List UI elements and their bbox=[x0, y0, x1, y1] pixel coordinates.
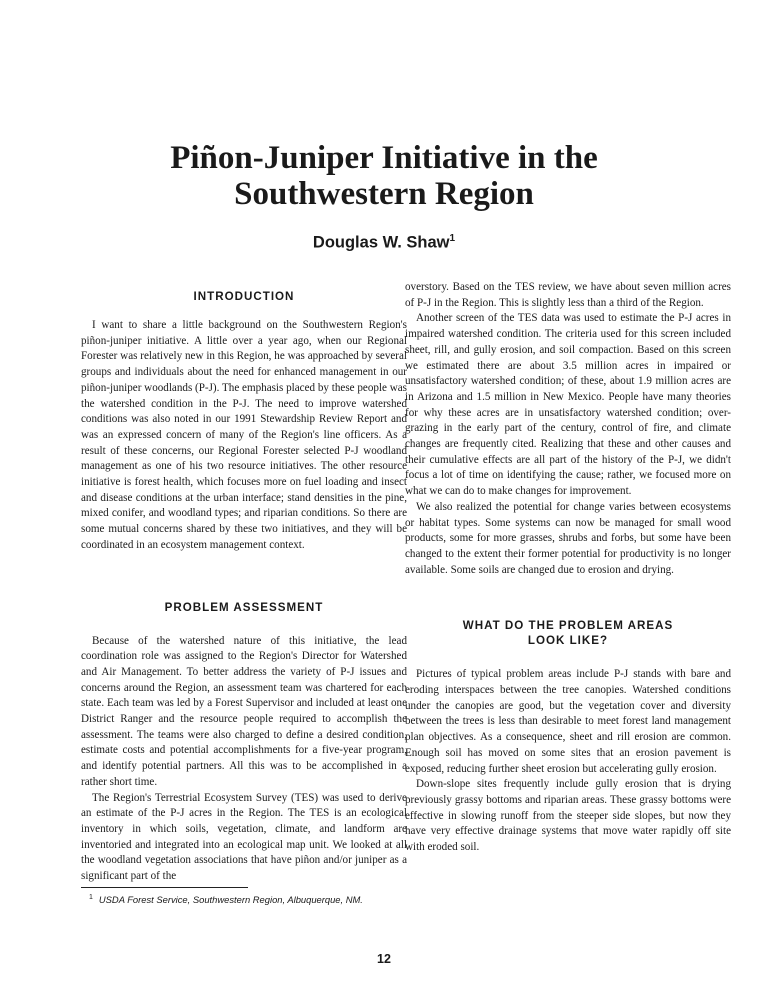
problem-areas-paragraph-2: Down-slope sites frequently include gully erosion that is drying previously grassy bottoms and riparian areas. These grassy bottoms were effective in slowing runoff from the steeper side slopes, but now they have very effective drainage systems that move water rapidly off site with eroded soil. bbox=[405, 778, 731, 854]
footnote bbox=[89, 894, 363, 905]
page-number: 12 bbox=[377, 952, 391, 966]
left-column bbox=[81, 280, 407, 885]
problem-assessment-paragraph-5: We also realized the potential for change varies between ecosystems or habitat types. Some systems can now be managed for small wood products, some for more grasses, shrubs and forbs, but some have been changed to the extent their former potential for productivity is no longer available. Some soils are changed due to erosion and drying. bbox=[405, 500, 731, 576]
author-footnote-mark: 1 bbox=[449, 233, 456, 244]
author-byline bbox=[0, 233, 768, 253]
author-name: Douglas W. Shaw bbox=[312, 233, 450, 252]
problem-areas-heading bbox=[405, 618, 731, 648]
problem-assessment-paragraph-2: The Region's Terrestrial Ecosystem Survey (TES) was used to derive an estimate of the P-J acres in the Region. The TES is an ecological inventory in which soils, vegetation, climate, and landform are inventoried and integrated into an ecological map unit. We looked at all the woodland vegetation associations that have piñon and/or juniper as a significant part of the bbox=[81, 791, 407, 883]
footnote-text: USDA Forest Service, Southwestern Region, Albuquerque, NM. bbox=[98, 894, 363, 906]
footnote-mark: 1 bbox=[89, 894, 93, 901]
problem-assessment-paragraph-1: Because of the watershed nature of this initiative, the lead coordination role was assigned to the Region's Director for Watershed and Air Management. To better address the variety of P-J issues and concerns around the Region, an assessment team was chartered for each state. Each team was led by a Forest Supervisor and included at least one District Ranger and the resource people required to accomplish the assessment. The teams were also charged to define a desired condition, estimate costs and potential accomplishments for a five-year program, and identify potential partners. All this was to be accomplished in a rather short time. bbox=[81, 634, 407, 788]
title-line-1: Piñon-Juniper Initiative in the bbox=[170, 140, 598, 176]
problem-areas-heading-line-2: LOOK LIKE? bbox=[527, 634, 609, 648]
problem-assessment-heading: PROBLEM ASSESSMENT bbox=[164, 600, 324, 614]
introduction-heading: INTRODUCTION bbox=[193, 290, 295, 303]
footnote-rule bbox=[81, 887, 248, 888]
introduction-paragraph-1: I want to share a little background on the Southwestern Region's piñon-juniper initiative. A little over a year ago, when our Regional Forester was relatively new in this Region, he was approached by several groups and individuals about the need for enhanced management in our piñon-juniper woodlands (P-J). The emphasis placed by these people was the watershed condition in the P-J. The need to improve watershed conditions was also noted in our 1991 Stewardship Review Report and was an expressed concern of many of the Region's line officers. As a result of these concerns, our Regional Forester selected P-J woodland management as one of his two resource initiatives. The other resource initiative is forest health, which focuses more on fuel loading and insect and disease conditions at the urban interface; stand densities in the pine, mixed conifer, and woodland types; and riparian conditions. So there are some mutual concerns shared by these two initiatives, and they will be coordinated in an ecosystem management context. bbox=[81, 319, 407, 551]
problem-assessment-paragraph-4: Another screen of the TES data was used to estimate the P-J acres in impaired watershed condition. The criteria used for this screen included sheet, rill, and gully erosion, and soil compaction. Based on this screen we estimated there are about 3.5 million acres in impaired or unsatisfactory watershed condition; of these, about 1.9 million acres are in Arizona and 1.5 million in New Mexico. People have many theories for why these acres are in unsatisfactory watershed condition; over-grazing in the early part of the century, control of fire, and climate changes are frequently cited. Realizing that these and other causes and their cumulative effects are all part of the history of the P-J, we didn't focus a lot of time on identifying the cause; rather, we focused more on what we can do to make changes for improvement. bbox=[405, 312, 731, 498]
problem-areas-heading-line-1: WHAT DO THE PROBLEM AREAS bbox=[462, 619, 674, 633]
paper-title bbox=[0, 140, 768, 212]
right-column bbox=[405, 280, 731, 856]
problem-areas-paragraph-1: Pictures of typical problem areas include P-J stands with bare and eroding interspaces between the tree canopies. Watershed conditions under the canopies are good, but the vegetation cover and diversity between the trees is less than desirable to meet forest land management plan objectives. As a consequence, sheet and rill erosion are common. Enough soil has moved on some sites that an erosion pavement is exposed, reducing further sheet erosion but accelerating gully erosion. bbox=[405, 668, 731, 775]
problem-assessment-paragraph-3: overstory. Based on the TES review, we have about seven million acres of P-J in the Region. This is slightly less than a third of the Region. bbox=[405, 281, 731, 309]
title-line-2: Southwestern Region bbox=[234, 176, 534, 212]
